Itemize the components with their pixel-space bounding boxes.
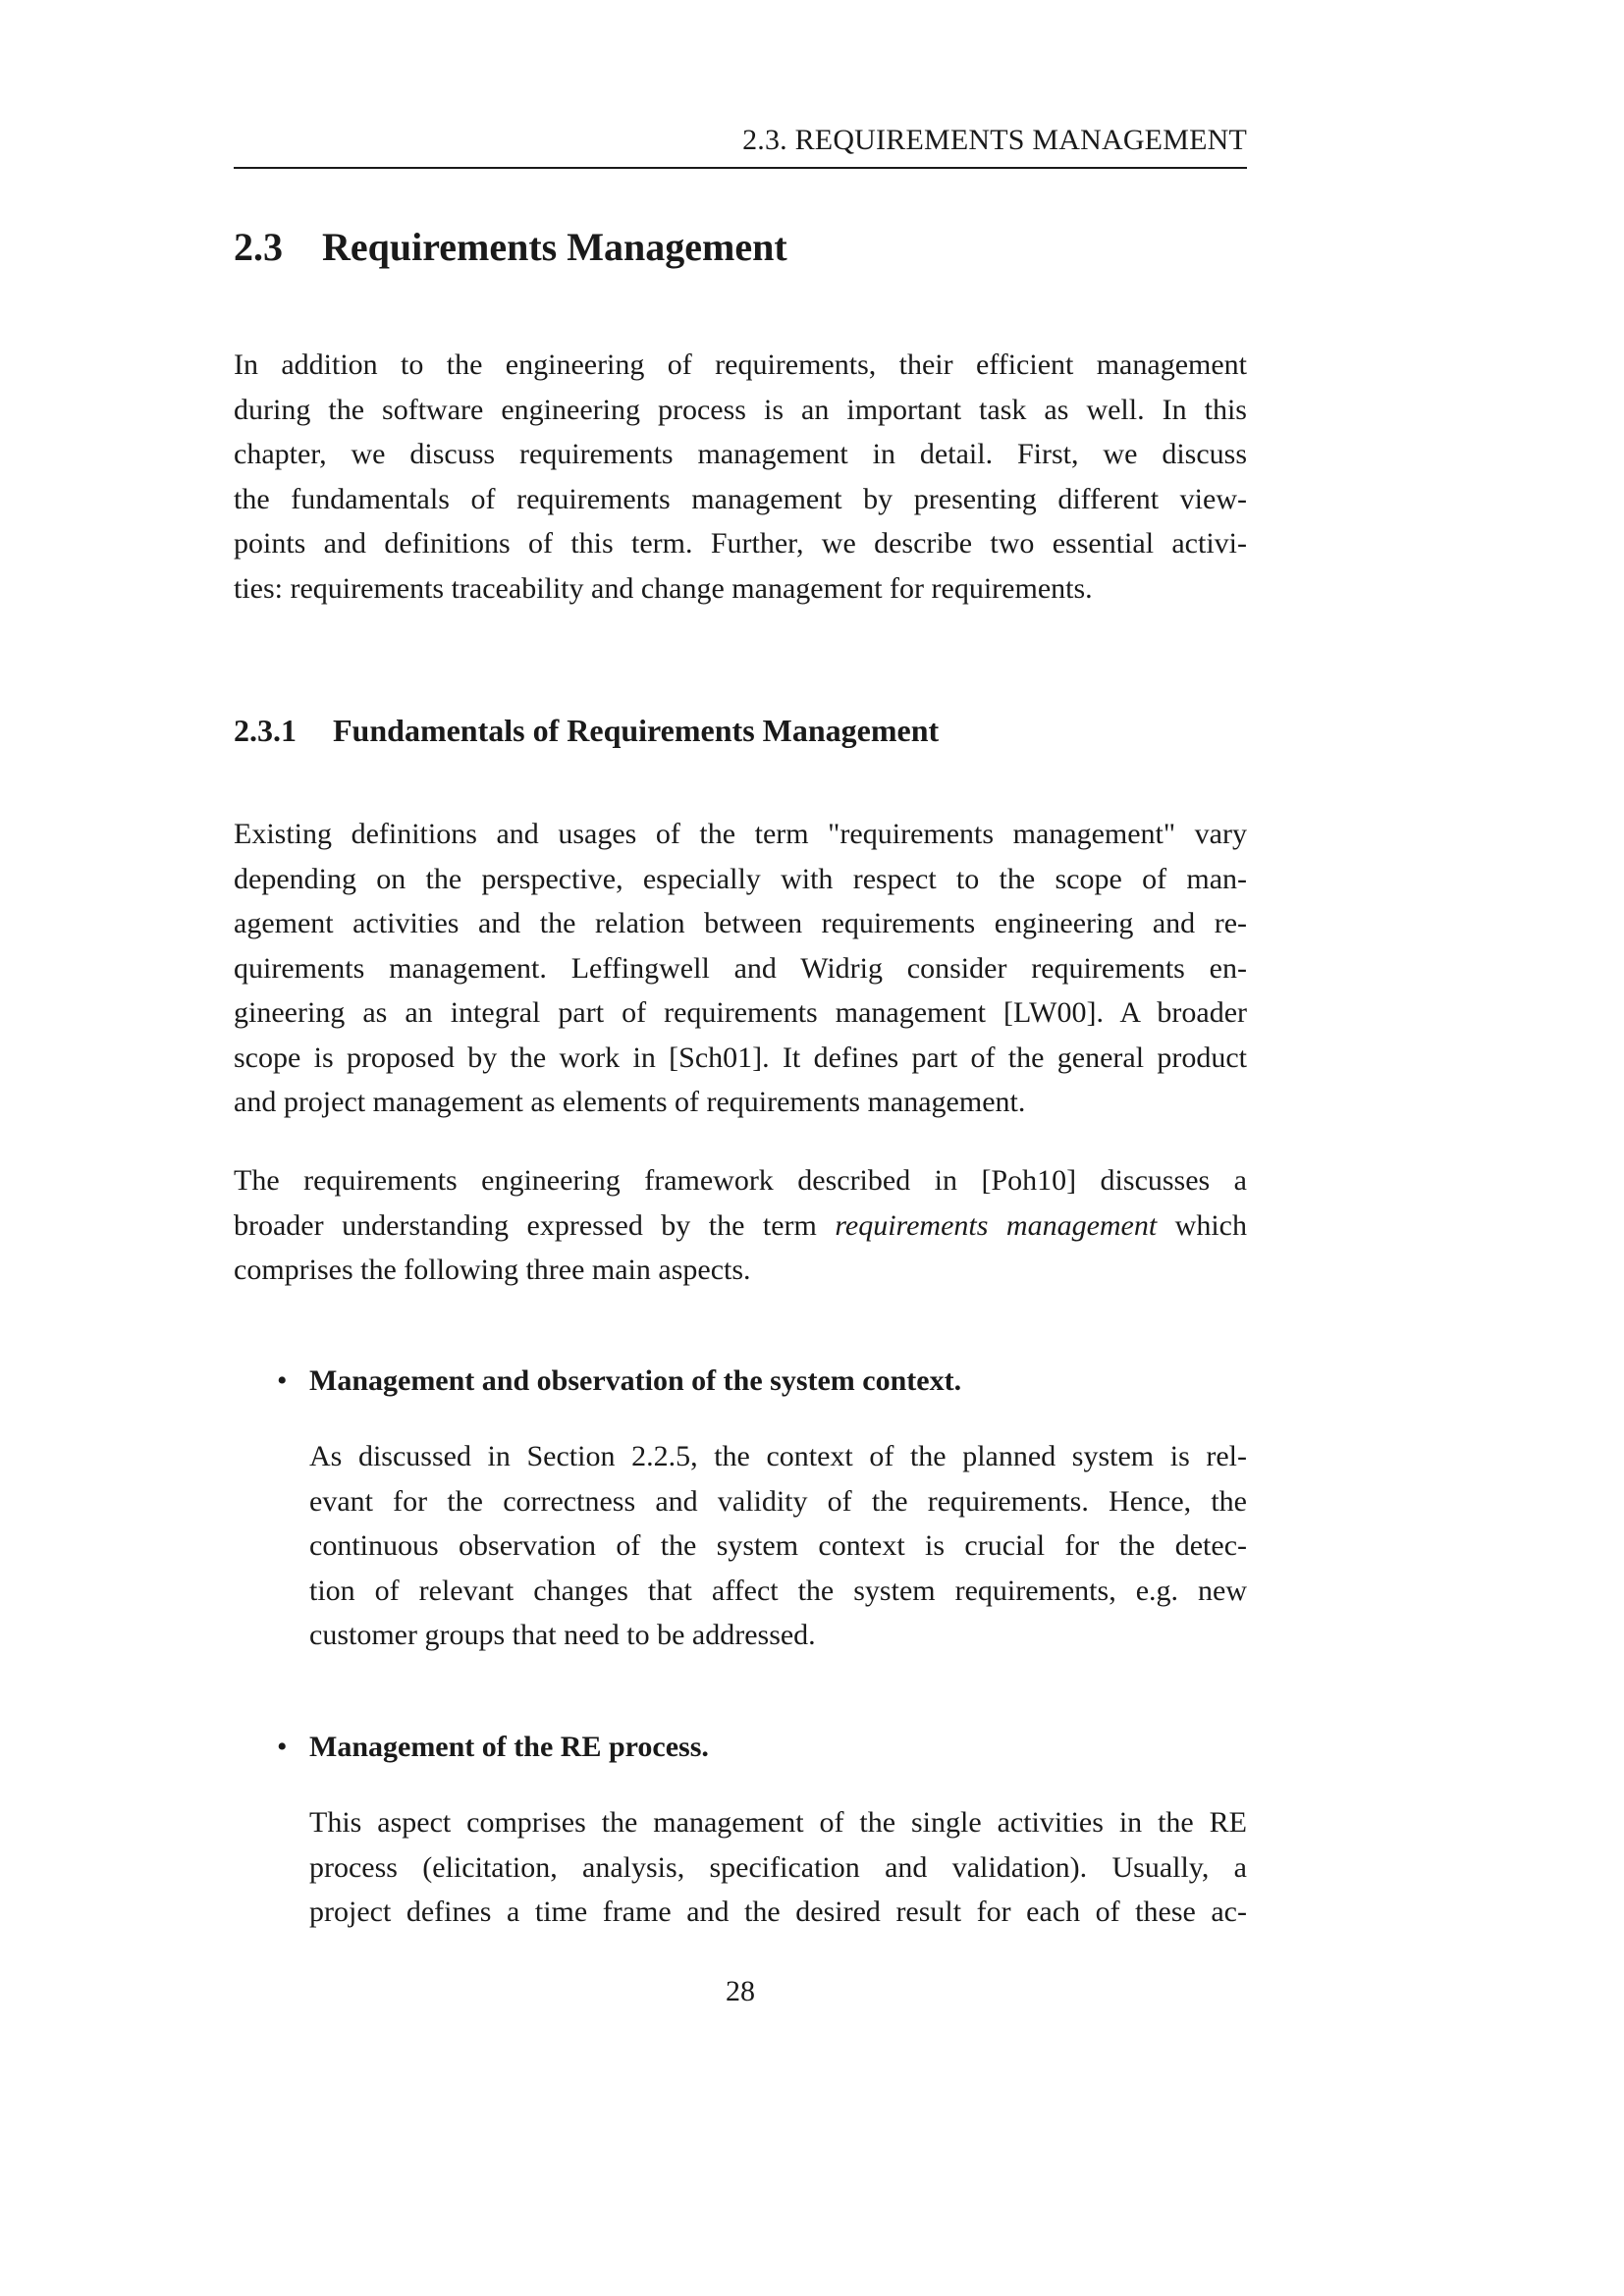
text-line: evant for the correctness and validity of the requirements. Hence, the [309,1484,1247,1518]
text-line: quirements management. Leffingwell and Widrig consider requirements en- [234,951,1247,985]
section-number: 2.3 [234,225,283,269]
text-line: ties: requirements traceability and change management for requirements. [234,571,1093,605]
text-line: gineering as an integral part of requirements management [LW00]. A broader [234,996,1247,1029]
running-header: 2.3. REQUIREMENTS MANAGEMENT [742,124,1247,156]
text-line: process (elicitation, analysis, specification and validation). Usually, a [309,1850,1247,1884]
definitions-paragraph [234,812,1247,1125]
text-line: continuous observation of the system context is crucial for the detec- [309,1529,1247,1562]
text-line: As discussed in Section 2.2.5, the context of the planned system is rel- [309,1440,1247,1472]
framework-paragraph [234,1158,1247,1293]
bullet-icon: • [277,1364,288,1397]
subsection-heading [234,712,939,749]
section-heading [234,224,787,271]
header-rule [234,167,1247,169]
text-fragment: which [1157,1208,1247,1242]
text-line: depending on the perspective, especially with respect to the scope of man- [234,862,1247,895]
text-fragment: broader understanding expressed by the term [234,1208,836,1242]
section-title: Requirements Management [322,225,787,269]
text-line: during the software engineering process is an important task as well. In this [234,393,1247,426]
text-line: points and definitions of this term. Further, we describe two essential activi- [234,527,1247,560]
text-line-with-emphasis [234,1203,1247,1249]
text-line: tion of relevant changes that affect the system requirements, e.g. new [309,1574,1247,1607]
text-line: and project management as elements of requirements management. [234,1086,1026,1118]
text-line: chapter, we discuss requirements management in detail. First, we discuss [234,438,1247,470]
emphasized-term: requirements management [835,1208,1158,1242]
subsection-title: Fundamentals of Requirements Management [333,713,940,748]
text-line: comprises the following three main aspects. [234,1254,751,1286]
intro-paragraph [234,343,1247,611]
page-number: 28 [726,1975,755,2007]
bullet-title: Management of the RE process. [309,1731,709,1763]
text-line: project defines a time frame and the desired result for each of these ac- [309,1896,1247,1928]
bullet-body [309,1434,1247,1658]
text-line: scope is proposed by the work in [Sch01]. It defines part of the general product [234,1041,1247,1074]
text-line: the fundamentals of requirements management by presenting different view- [234,482,1247,515]
bullet-icon: • [277,1731,288,1763]
text-line: The requirements engineering framework described in [Poh10] discusses a [234,1164,1247,1197]
text-line: customer groups that need to be addressed. [309,1619,816,1651]
bullet-title: Management and observation of the system context. [309,1364,962,1397]
bullet-body [309,1800,1247,1935]
text-line: This aspect comprises the management of the single activities in the RE [309,1806,1247,1839]
text-line: agement activities and the relation between requirements engineering and re- [234,907,1247,939]
text-line: Existing definitions and usages of the term "requirements management" vary [234,818,1247,850]
text-line: In addition to the engineering of requirements, their efficient management [234,348,1247,381]
subsection-number: 2.3.1 [234,713,297,748]
